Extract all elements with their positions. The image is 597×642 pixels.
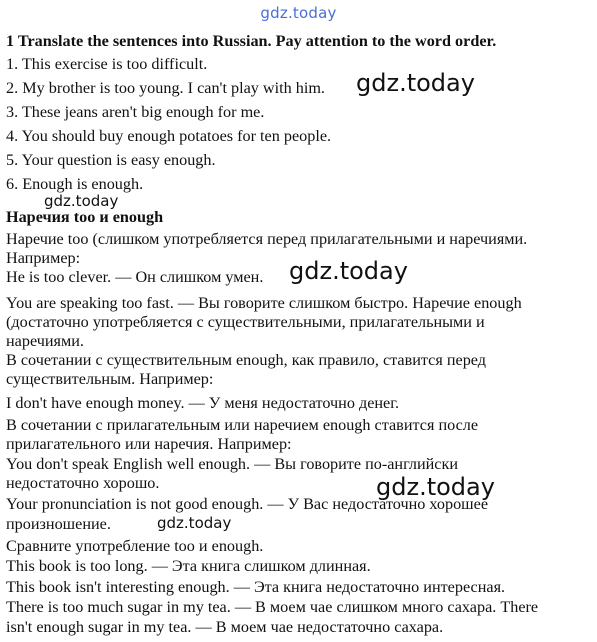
header-watermark: gdz.today	[260, 4, 337, 22]
exercise-sentence-1: 1. This exercise is too difficult.	[6, 55, 208, 73]
exercise-sentence-4: 4. You should buy enough potatoes for ten people.	[6, 127, 332, 145]
grammar-line: This book is too long. — Эта книга слишком длинная.	[6, 557, 371, 575]
exercise-sentence-3: 3. These jeans aren't big enough for me.	[6, 103, 265, 121]
watermark: gdz.today	[356, 69, 475, 97]
grammar-line: произношение.	[6, 515, 111, 533]
grammar-line: There is too much sugar in my tea. — В моем чае слишком много сахара. There	[6, 598, 539, 616]
grammar-line: (достаточно употребляется с существительными, прилагательными и	[6, 313, 485, 331]
grammar-line: прилагательного или наречия. Например:	[6, 435, 292, 453]
grammar-line: недостаточно хорошо.	[6, 474, 160, 492]
exercise-sentence-5: 5. Your question is easy enough.	[6, 151, 216, 169]
grammar-line: Например:	[6, 249, 81, 267]
grammar-line: В сочетании с существительным enough, как правило, ставится перед	[6, 351, 487, 369]
grammar-line: isn't enough sugar in my tea. — В моем чае недостаточно сахара.	[6, 618, 444, 636]
watermark: gdz.today	[289, 257, 408, 285]
grammar-line: Сравните употребление too и enough.	[6, 537, 264, 555]
grammar-line: You don't speak English well enough. — Вы говорите по-английски	[6, 455, 459, 473]
exercise-sentence-2: 2. My brother is too young. I can't play with him.	[6, 79, 325, 97]
grammar-line: Наречие too (слишком употребляется перед прилагательными и наречиями.	[6, 230, 528, 248]
grammar-line: Your pronunciation is not good enough. — У Вас недостаточно хорошее	[6, 495, 489, 513]
watermark: gdz.today	[157, 514, 232, 532]
watermark: gdz.today	[376, 473, 495, 501]
grammar-heading: Наречия too и enough	[6, 208, 164, 226]
grammar-line: You are speaking too fast. — Вы говорите слишком быстро. Наречие enough	[6, 294, 522, 312]
watermark: gdz.today	[44, 192, 119, 210]
exercise-heading: 1 Translate the sentences into Russian. Pay attention to the word order.	[6, 32, 497, 50]
grammar-line: He is too clever. — Он слишком умен.	[6, 268, 264, 286]
grammar-line: This book isn't interesting enough. — Эта книга недостаточно интересная.	[6, 578, 506, 596]
exercise-sentence-6: 6. Enough is enough.	[6, 175, 144, 193]
grammar-line: существительным. Например:	[6, 370, 214, 388]
grammar-line: наречиями.	[6, 332, 84, 350]
grammar-line: В сочетании с прилагательным или наречием enough ставится после	[6, 416, 479, 434]
grammar-line: I don't have enough money. — У меня недостаточно денег.	[6, 394, 400, 412]
